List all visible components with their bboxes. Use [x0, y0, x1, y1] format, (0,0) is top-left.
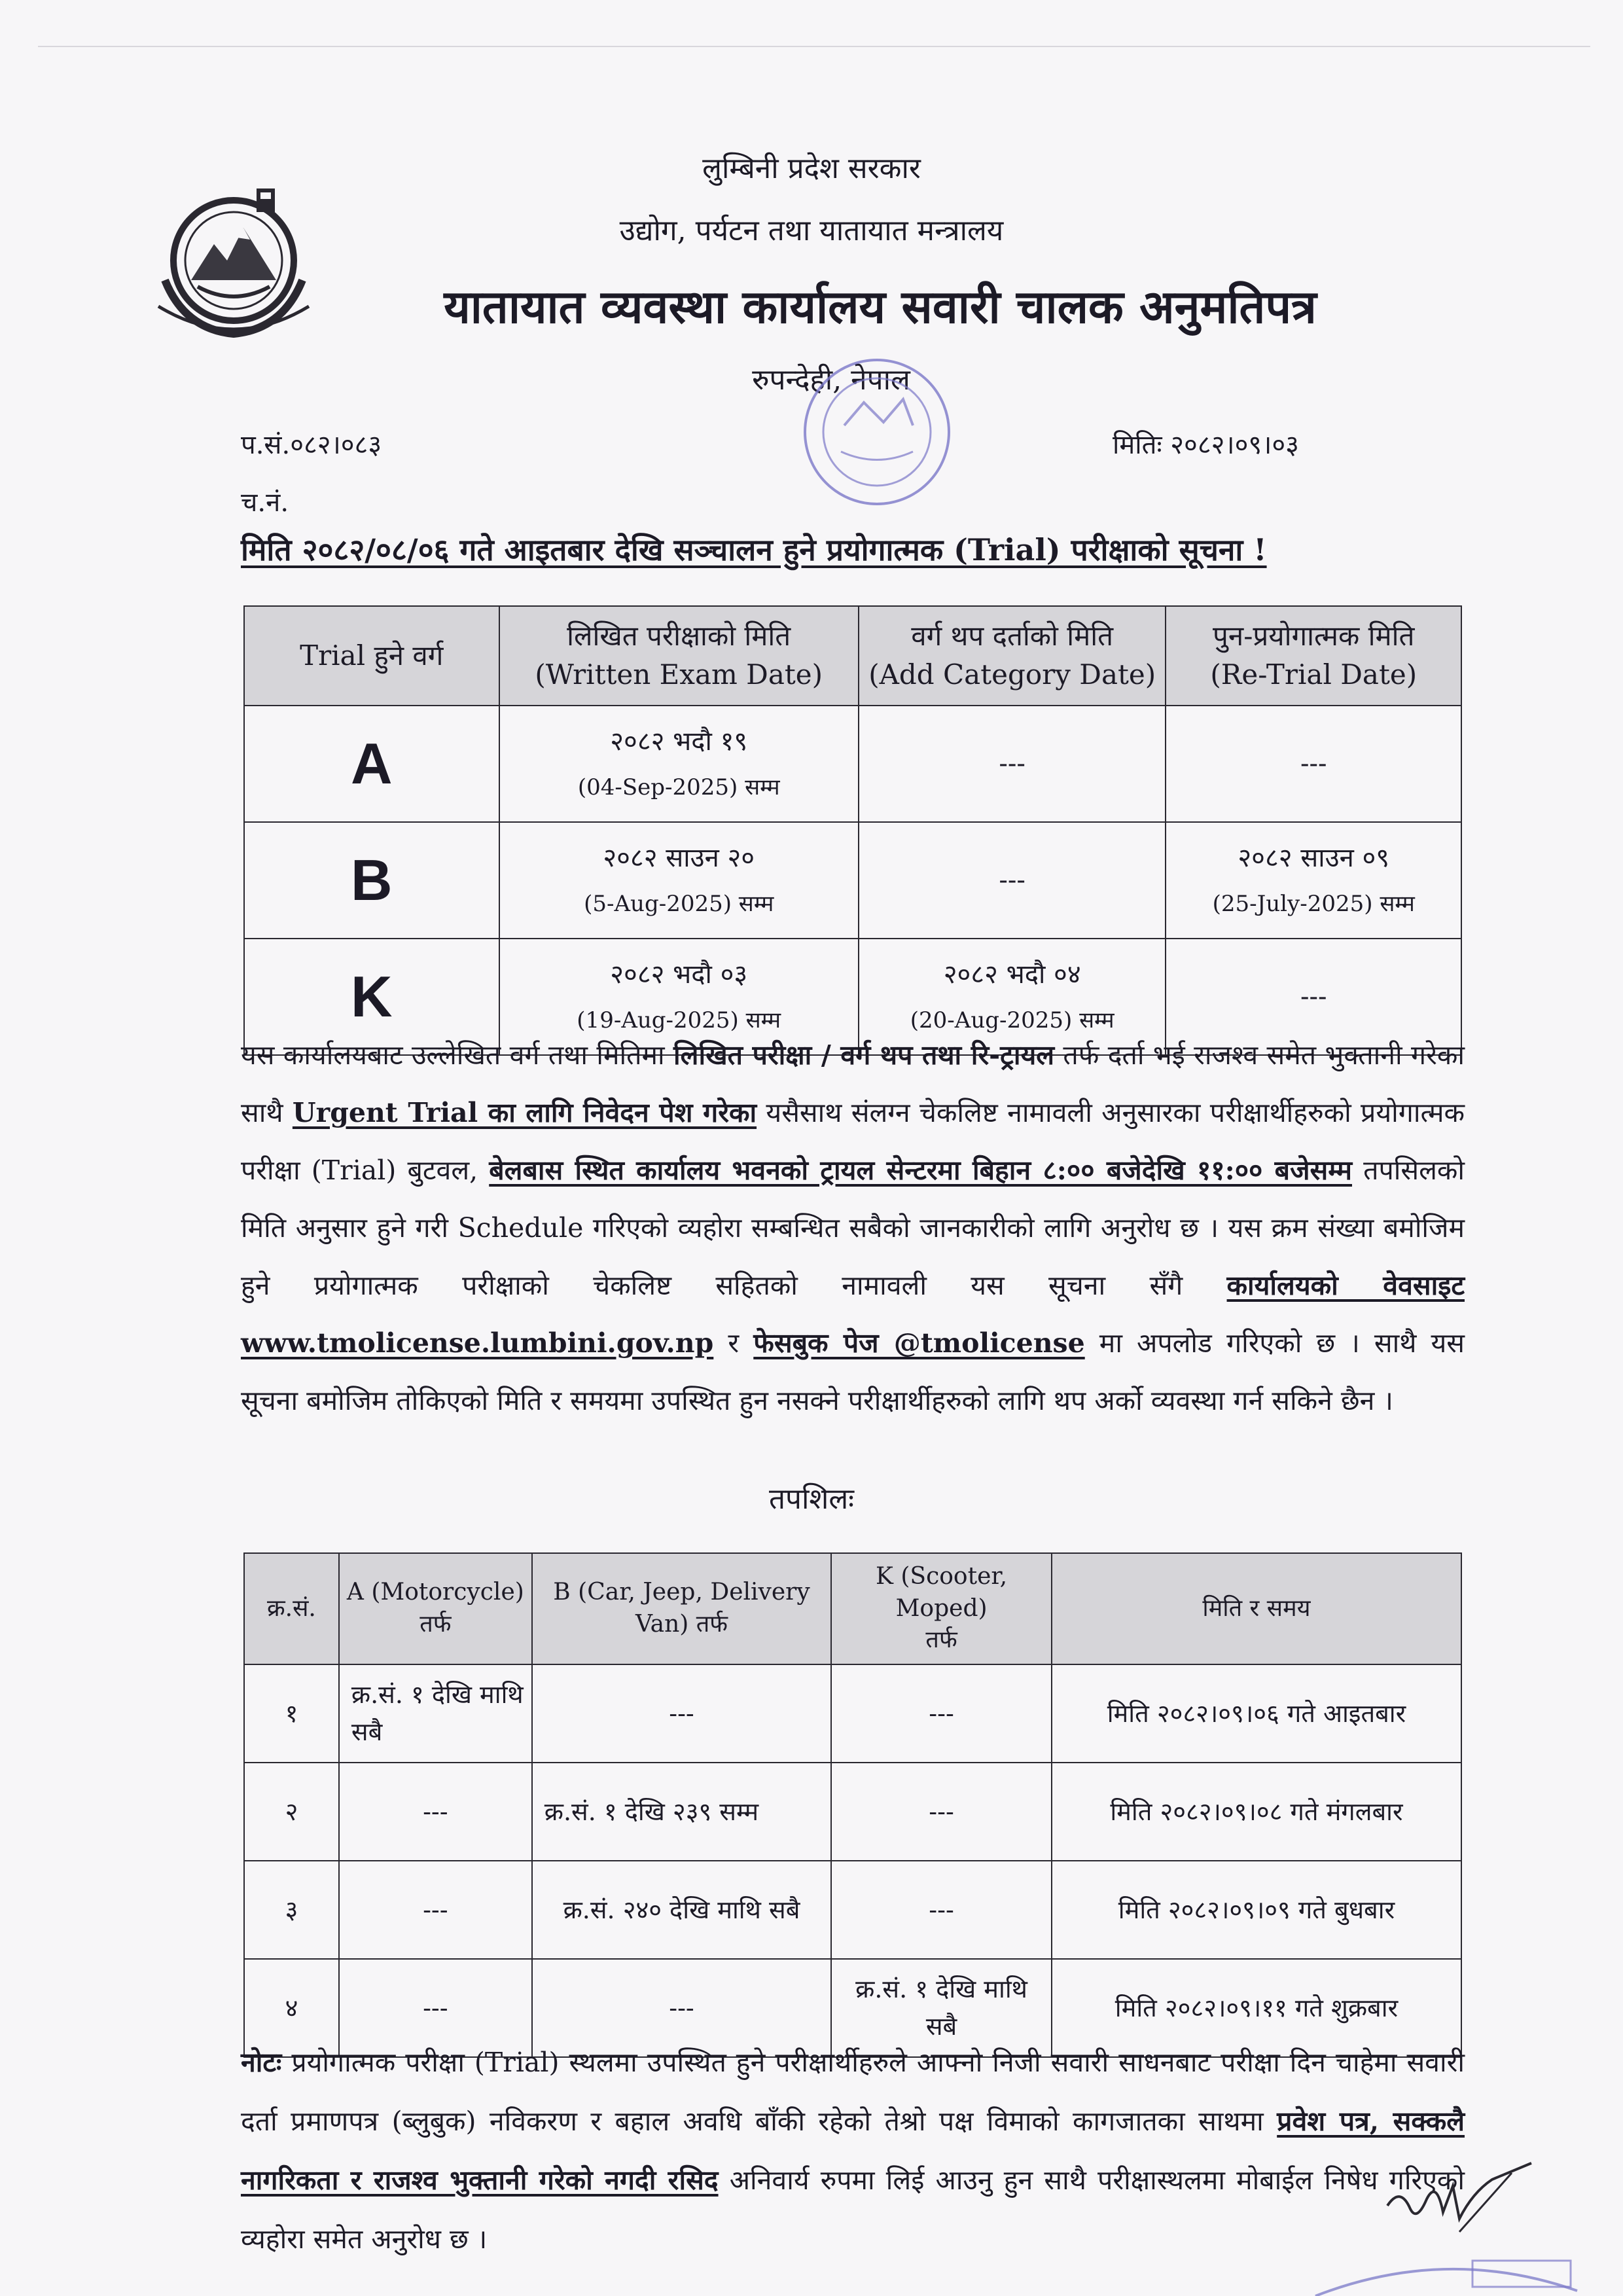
k-cell: --- — [831, 1861, 1052, 1959]
header-a: A (Motorcycle) तर्फ — [339, 1553, 532, 1664]
website-link[interactable]: कार्यालयको वेवसाइट www.tmolicense.lumbini.gov.np — [241, 1270, 1465, 1359]
retrial-date-cell: --- — [1166, 939, 1461, 1055]
schedule-table — [243, 1552, 1462, 2058]
note-label: नोटः — [241, 2047, 282, 2078]
add-date-cell: --- — [859, 822, 1166, 939]
signature-icon — [1381, 2160, 1538, 2251]
dispatch-number: च.नं. — [241, 488, 289, 518]
facebook-link[interactable]: फेसबुक पेज @tmolicense — [753, 1327, 1085, 1359]
schedule-heading: तपशिलः — [768, 1482, 855, 1516]
a-cell: --- — [339, 1861, 532, 1959]
sn-cell: १ — [244, 1664, 339, 1763]
header-written: लिखित परीक्षाको मिति (Written Exam Date) — [499, 606, 859, 706]
office-stamp-icon — [772, 327, 982, 524]
datetime-cell: मिति २०८२।०९।०६ गते आइतबार — [1052, 1664, 1461, 1763]
notice-body: यस कार्यालयबाट उल्लेखित वर्ग तथा मितिमा लिखित परीक्षा / वर्ग थप तथा रि-ट्रायल तर्फ दर्ता भई राजश्व समेत भुक्तानी गरेका साथै Urgent Trial का लागि निवेदन पेश गरेका यसैसाथ संलग्न चेकलिष्ट नामावली अनुसारका परीक्षार्थीहरुको प्रयोगात्मक परीक्षा (Trial) बुटवल, बेलबास स्थित कार्यालय भवनको ट्रायल सेन्टरमा बिहान ८:०० बजेदेखि ११:०० बजेसम्म तपसिलको मिति अनुसार हुने गरी Schedule गरिएको व्यहोरा सम्बन्धित सबैको जानकारीको लागि अनुरोध छ । यस क्रम संख्या बमोजिम हुने प्रयोगात्मक परीक्षाको चेकलिष्ट सहितको नामावली यस सूचना सँगै कार्यालयको वेवसाइट www.tmolicense.lumbini.gov.np र फेसबुक पेज @tmolicense मा अपलोड गरिएको छ । साथै यस सूचना बमोजिम तोकिएको मिति र समयमा उपस्थित हुन नसक्ने परीक्षार्थीहरुको लागि थप अर्को व्यवस्था गर्न सकिने छैन । — [241, 1039, 1465, 1416]
header-k: K (Scooter, Moped) तर्फ — [831, 1553, 1052, 1664]
header-category: Trial हुने वर्ग — [244, 606, 499, 706]
datetime-cell: मिति २०८२।०९।०८ गते मंगलबार — [1052, 1763, 1461, 1861]
header-retrial: पुन-प्रयोगात्मक मिति (Re-Trial Date) — [1166, 606, 1461, 706]
trial-category-table — [243, 605, 1462, 1056]
note: नोटः प्रयोगात्मक परीक्षा (Trial) स्थलमा उपस्थित हुने परीक्षार्थीहरुले आफ्नो निजी सवारी साधनबाट परीक्षा दिन चाहेमा सवारी दर्ता प्रमाणपत्र (ब्लुबुक) नविकरण र बहाल अवधि बाँकी रहेको तेश्रो पक्ष विमाको कागजातका साथमा प्रवेश पत्र, सक्कलै नागरिकता र राजश्व भुक्तानी गरेको नगदी रसिद अनिवार्य रुपमा लिई आउनु हुन साथै परीक्षास्थलमा मोबाईल निषेध गरिएको व्यहोरा समेत अनुरोध छ । — [241, 2047, 1465, 2255]
add-date-cell: २०८२ भदौ ०४ (20-Aug-2025) सम्म — [859, 939, 1166, 1055]
table-header-row — [244, 1553, 1461, 1664]
header-add: वर्ग थप दर्ताको मिति (Add Category Date) — [859, 606, 1166, 706]
a-cell: --- — [339, 1959, 532, 2057]
k-cell: --- — [831, 1664, 1052, 1763]
category-cell: K — [244, 939, 499, 1055]
header-datetime: मिति र समय — [1052, 1553, 1461, 1664]
urgent-trial-text: Urgent Trial का लागि निवेदन पेश गरेका — [292, 1097, 757, 1128]
b-cell: क्र.सं. १ देखि २३९ सम्म — [532, 1763, 831, 1861]
table-row — [244, 1861, 1461, 1959]
category-cell: B — [244, 822, 499, 939]
b-cell: --- — [532, 1959, 831, 2057]
header-line1: लुम्बिनी प्रदेश सरकार — [702, 152, 921, 185]
written-date-cell: २०८२ साउन २० (5-Aug-2025) सम्म — [499, 822, 859, 939]
a-cell: --- — [339, 1763, 532, 1861]
table-header-row — [244, 606, 1461, 706]
header-line2: उद्योग, पर्यटन तथा यातायात मन्त्रालय — [619, 214, 1004, 247]
nepal-emblem-icon — [145, 182, 322, 346]
office-location: रुपन्देही, नेपाल — [752, 363, 910, 397]
trial-venue-text: बेलबास स्थित कार्यालय भवनको ट्रायल सेन्टरमा बिहान ८:०० बजेदेखि ११:०० बजेसम्म — [489, 1155, 1352, 1186]
notice-title: मिति २०८२/०८/०६ गते आइतबार देखि सञ्चालन हुने प्रयोगात्मक (Trial) परीक्षाको सूचना ! — [241, 532, 1267, 567]
b-cell: --- — [532, 1664, 831, 1763]
datetime-cell: मिति २०८२।०९।११ गते शुक्रबार — [1052, 1959, 1461, 2057]
category-cell: A — [244, 706, 499, 822]
k-cell: क्र.सं. १ देखि माथि सबै — [831, 1959, 1052, 2057]
sn-cell: ३ — [244, 1861, 339, 1959]
required-documents-text: प्रवेश पत्र, सक्कलै नागरिकता र राजश्व भुक्तानी गरेको नगदी रसिद — [241, 2106, 1465, 2196]
retrial-date-cell: २०८२ साउन ०९ (25-July-2025) सम्म — [1166, 822, 1461, 939]
table-row — [244, 1664, 1461, 1763]
header-b: B (Car, Jeep, Delivery Van) तर्फ — [532, 1553, 831, 1664]
a-cell: क्र.सं. १ देखि माथि सबै — [339, 1664, 532, 1763]
table-row — [244, 1763, 1461, 1861]
sn-cell: २ — [244, 1763, 339, 1861]
table-row — [244, 706, 1461, 822]
k-cell: --- — [831, 1763, 1052, 1861]
office-title: यातायात व्यवस्था कार्यालय सवारी चालक अनुमतिपत्र — [444, 279, 1317, 334]
sn-cell: ४ — [244, 1959, 339, 2057]
header-sn: क्र.सं. — [244, 1553, 339, 1664]
partial-stamp-icon — [1309, 2251, 1584, 2296]
reference-number: प.सं.०८२।०८३ — [241, 430, 382, 460]
table-row — [244, 822, 1461, 939]
datetime-cell: मिति २०८२।०९।०९ गते बुधबार — [1052, 1861, 1461, 1959]
retrial-date-cell: --- — [1166, 706, 1461, 822]
add-date-cell: --- — [859, 706, 1166, 822]
written-date-cell: २०८२ भदौ ०३ (19-Aug-2025) सम्म — [499, 939, 859, 1055]
issue-date: मितिः २०८२।०९।०३ — [1113, 430, 1299, 460]
written-date-cell: २०८२ भदौ १९ (04-Sep-2025) सम्म — [499, 706, 859, 822]
b-cell: क्र.सं. २४० देखि माथि सबै — [532, 1861, 831, 1959]
